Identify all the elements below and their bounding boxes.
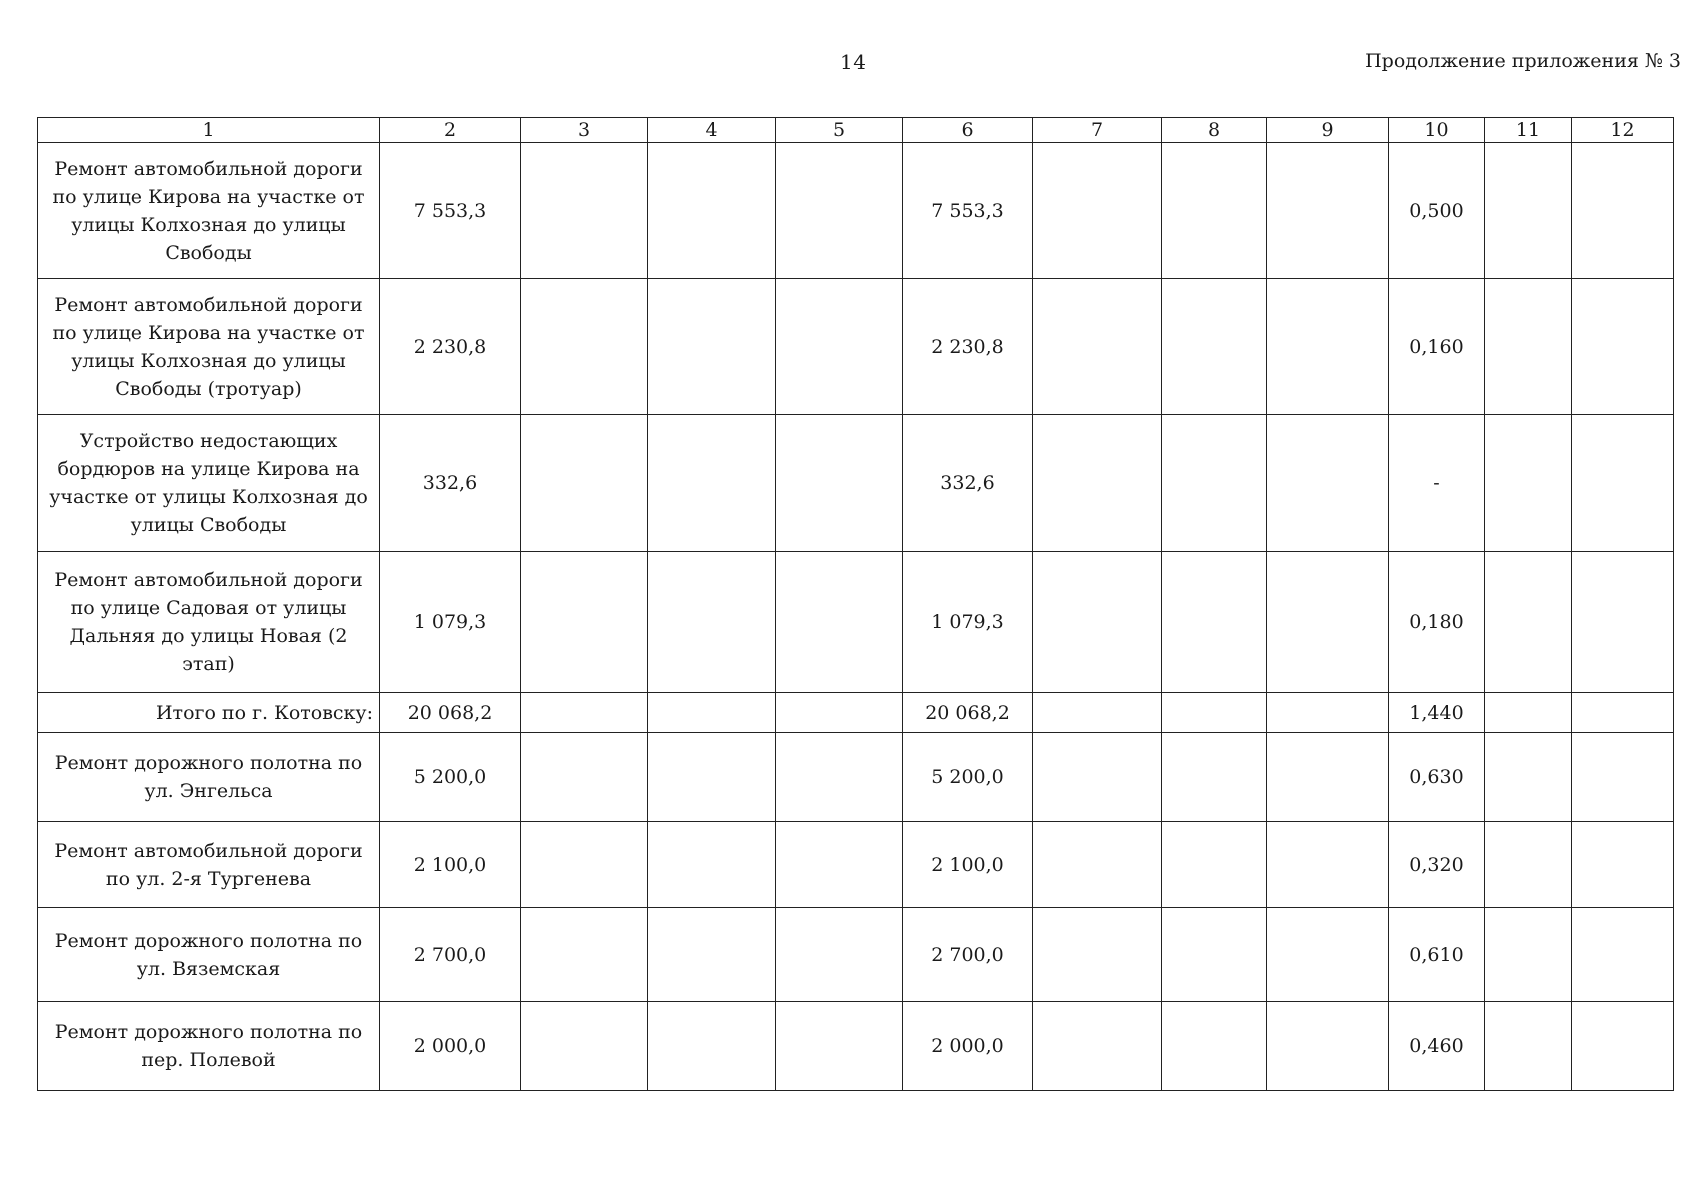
cell-col3 — [521, 908, 648, 1002]
cell-col2: 5 200,0 — [380, 733, 521, 822]
cell-col11 — [1485, 143, 1572, 279]
cell-col6: 2 230,8 — [903, 279, 1033, 415]
cell-col6: 5 200,0 — [903, 733, 1033, 822]
cell-col8 — [1162, 552, 1267, 693]
cell-col12 — [1572, 693, 1674, 733]
cell-col5 — [776, 733, 903, 822]
cell-col10: 0,320 — [1389, 822, 1485, 908]
cell-col9 — [1267, 143, 1389, 279]
table-row — [38, 279, 1674, 415]
table-row — [38, 415, 1674, 552]
cell-col9 — [1267, 693, 1389, 733]
cell-col7 — [1033, 415, 1162, 552]
cell-col9 — [1267, 908, 1389, 1002]
cell-col5 — [776, 279, 903, 415]
cell-col2: 20 068,2 — [380, 693, 521, 733]
column-number-row — [38, 118, 1674, 143]
column-header: 12 — [1572, 118, 1674, 143]
cell-col7 — [1033, 279, 1162, 415]
cell-col8 — [1162, 1002, 1267, 1091]
cell-col5 — [776, 908, 903, 1002]
cell-col2: 2 100,0 — [380, 822, 521, 908]
row-name: Ремонт автомобильной дороги по улице Кирова на участке от улицы Колхозная до улицы Свободы — [38, 143, 380, 279]
cell-col5 — [776, 143, 903, 279]
cell-col7 — [1033, 1002, 1162, 1091]
appendix-continuation-label: Продолжение приложения № 3 — [1365, 50, 1681, 72]
cell-col3 — [521, 415, 648, 552]
column-header: 6 — [903, 118, 1033, 143]
cell-col10: 0,180 — [1389, 552, 1485, 693]
cell-col6: 2 100,0 — [903, 822, 1033, 908]
cell-col9 — [1267, 733, 1389, 822]
cell-col8 — [1162, 415, 1267, 552]
column-header: 5 — [776, 118, 903, 143]
cell-col3 — [521, 1002, 648, 1091]
cell-col12 — [1572, 279, 1674, 415]
cell-col7 — [1033, 822, 1162, 908]
table-row — [38, 1002, 1674, 1091]
cell-col10: 0,630 — [1389, 733, 1485, 822]
page-number: 14 — [840, 50, 867, 74]
cell-col2: 2 000,0 — [380, 1002, 521, 1091]
total-row — [38, 693, 1674, 733]
column-header: 8 — [1162, 118, 1267, 143]
cell-col10: 0,460 — [1389, 1002, 1485, 1091]
row-name: Ремонт дорожного полотна по ул. Вяземская — [38, 908, 380, 1002]
row-name: Ремонт автомобильной дороги по ул. 2-я Тургенева — [38, 822, 380, 908]
column-header: 11 — [1485, 118, 1572, 143]
cell-col8 — [1162, 908, 1267, 1002]
cell-col10: - — [1389, 415, 1485, 552]
cell-col12 — [1572, 1002, 1674, 1091]
table-row — [38, 822, 1674, 908]
cell-col5 — [776, 415, 903, 552]
cell-col6: 1 079,3 — [903, 552, 1033, 693]
cell-col4 — [648, 822, 776, 908]
cell-col11 — [1485, 279, 1572, 415]
cell-col10: 0,160 — [1389, 279, 1485, 415]
cell-col5 — [776, 552, 903, 693]
cell-col7 — [1033, 143, 1162, 279]
cell-col5 — [776, 822, 903, 908]
cell-col3 — [521, 552, 648, 693]
cell-col7 — [1033, 908, 1162, 1002]
cell-col12 — [1572, 415, 1674, 552]
cell-col5 — [776, 693, 903, 733]
cell-col8 — [1162, 143, 1267, 279]
cell-col3 — [521, 143, 648, 279]
cell-col7 — [1033, 733, 1162, 822]
cell-col12 — [1572, 552, 1674, 693]
cell-col7 — [1033, 552, 1162, 693]
cell-col12 — [1572, 733, 1674, 822]
cell-col11 — [1485, 693, 1572, 733]
row-name: Ремонт автомобильной дороги по улице Кирова на участке от улицы Колхозная до улицы Свободы (тротуар) — [38, 279, 380, 415]
cell-col2: 2 700,0 — [380, 908, 521, 1002]
cell-col12 — [1572, 822, 1674, 908]
cell-col6: 332,6 — [903, 415, 1033, 552]
row-name: Ремонт дорожного полотна по ул. Энгельса — [38, 733, 380, 822]
cell-col2: 1 079,3 — [380, 552, 521, 693]
cell-col3 — [521, 733, 648, 822]
cell-col8 — [1162, 822, 1267, 908]
column-header: 7 — [1033, 118, 1162, 143]
cell-col9 — [1267, 822, 1389, 908]
cell-col7 — [1033, 693, 1162, 733]
cell-col6: 2 000,0 — [903, 1002, 1033, 1091]
budget-table — [37, 117, 1674, 1091]
cell-col6: 20 068,2 — [903, 693, 1033, 733]
cell-col10: 1,440 — [1389, 693, 1485, 733]
cell-col9 — [1267, 279, 1389, 415]
total-label: Итого по г. Котовску: — [38, 693, 380, 733]
cell-col9 — [1267, 552, 1389, 693]
cell-col3 — [521, 279, 648, 415]
cell-col10: 0,500 — [1389, 143, 1485, 279]
cell-col4 — [648, 415, 776, 552]
column-header: 1 — [38, 118, 380, 143]
cell-col4 — [648, 733, 776, 822]
column-header: 9 — [1267, 118, 1389, 143]
cell-col4 — [648, 143, 776, 279]
cell-col11 — [1485, 552, 1572, 693]
cell-col2: 7 553,3 — [380, 143, 521, 279]
table-row — [38, 143, 1674, 279]
cell-col9 — [1267, 415, 1389, 552]
cell-col11 — [1485, 733, 1572, 822]
table-row — [38, 733, 1674, 822]
cell-col2: 2 230,8 — [380, 279, 521, 415]
row-name: Ремонт дорожного полотна по пер. Полевой — [38, 1002, 380, 1091]
cell-col3 — [521, 822, 648, 908]
cell-col11 — [1485, 822, 1572, 908]
cell-col4 — [648, 279, 776, 415]
cell-col10: 0,610 — [1389, 908, 1485, 1002]
cell-col11 — [1485, 415, 1572, 552]
column-header: 2 — [380, 118, 521, 143]
cell-col2: 332,6 — [380, 415, 521, 552]
row-name: Ремонт автомобильной дороги по улице Садовая от улицы Дальняя до улицы Новая (2 этап) — [38, 552, 380, 693]
table-row — [38, 552, 1674, 693]
column-header: 10 — [1389, 118, 1485, 143]
cell-col12 — [1572, 143, 1674, 279]
cell-col4 — [648, 908, 776, 1002]
cell-col6: 7 553,3 — [903, 143, 1033, 279]
cell-col8 — [1162, 733, 1267, 822]
cell-col6: 2 700,0 — [903, 908, 1033, 1002]
cell-col9 — [1267, 1002, 1389, 1091]
cell-col4 — [648, 552, 776, 693]
cell-col11 — [1485, 908, 1572, 1002]
table-row — [38, 908, 1674, 1002]
cell-col12 — [1572, 908, 1674, 1002]
cell-col4 — [648, 693, 776, 733]
cell-col11 — [1485, 1002, 1572, 1091]
cell-col5 — [776, 1002, 903, 1091]
column-header: 4 — [648, 118, 776, 143]
row-name: Устройство недостающих бордюров на улице Кирова на участке от улицы Колхозная до улицы Свободы — [38, 415, 380, 552]
cell-col3 — [521, 693, 648, 733]
column-header: 3 — [521, 118, 648, 143]
cell-col8 — [1162, 279, 1267, 415]
cell-col8 — [1162, 693, 1267, 733]
cell-col4 — [648, 1002, 776, 1091]
